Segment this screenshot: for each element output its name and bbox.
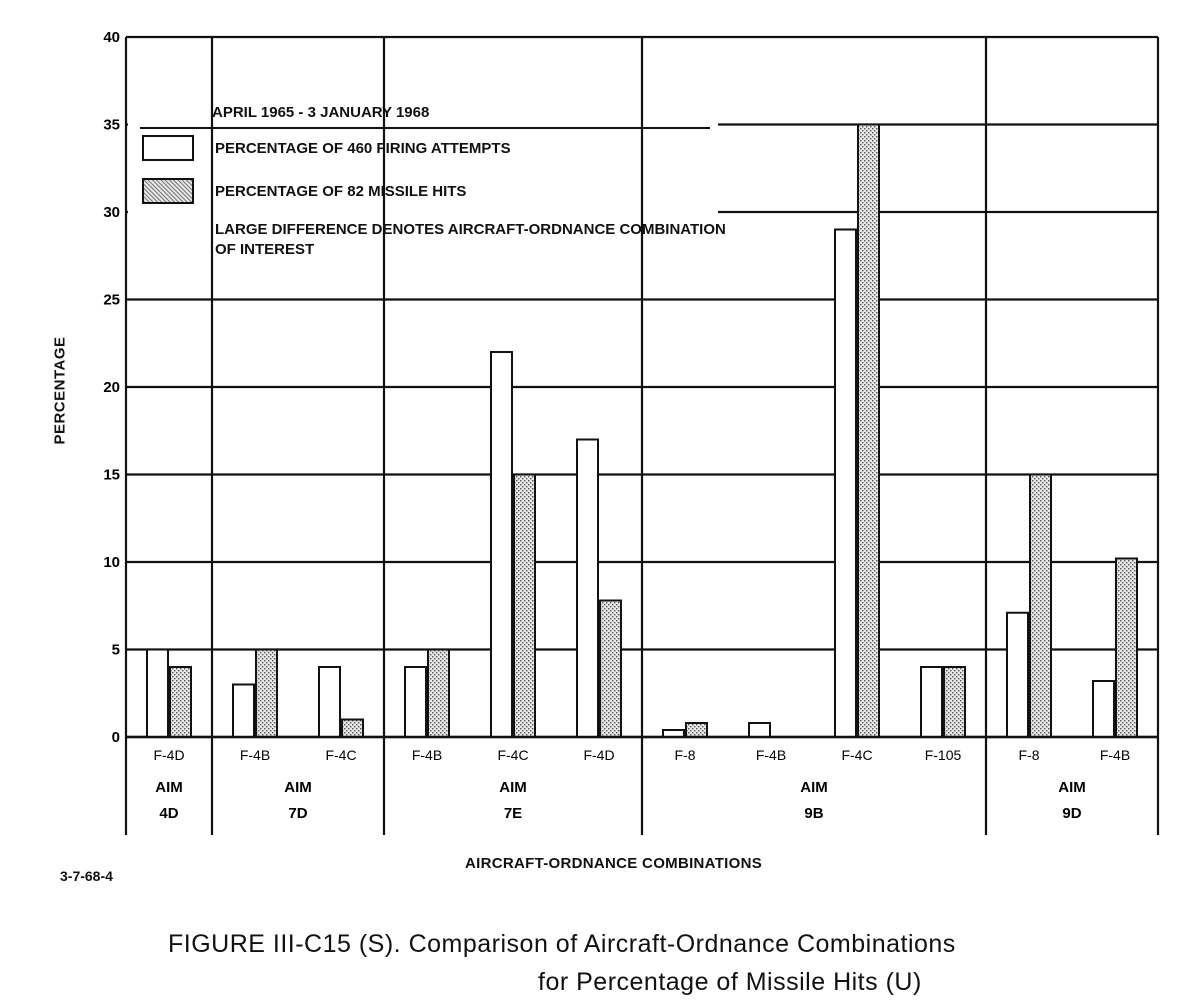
- group-label-top: AIM: [800, 779, 828, 796]
- bar-hits-F-4C: [514, 475, 535, 738]
- bar-attempts-F-8: [1007, 613, 1028, 737]
- bar-attempts-F-4B: [405, 667, 426, 737]
- bar-attempts-F-4B: [749, 723, 770, 737]
- group-label-bottom: 9B: [804, 805, 824, 822]
- bar-attempts-F-4C: [491, 352, 512, 737]
- caption-line-1: FIGURE III-C15 (S). Comparison of Aircraft-Ordnance Combinations: [168, 930, 956, 958]
- legend-swatch-attempts: [142, 135, 194, 161]
- x-tick-F-105: F-105: [924, 747, 962, 763]
- group-label-bottom: 7D: [288, 805, 308, 822]
- y-tick-25: 25: [103, 291, 120, 309]
- bar-attempts-F-4D: [577, 440, 598, 738]
- x-tick-F-8: F-8: [1018, 747, 1040, 763]
- x-tick-F-8: F-8: [674, 747, 696, 763]
- legend-label-attempts: PERCENTAGE OF 460 FIRING ATTEMPTS: [215, 140, 511, 157]
- bar-attempts-F-4C: [319, 667, 340, 737]
- bar-attempts-F-105: [921, 667, 942, 737]
- bar-hits-F-4C: [342, 720, 363, 738]
- x-axis-label: AIRCRAFT-ORDNANCE COMBINATIONS: [465, 855, 763, 872]
- bar-hits-F-4B: [428, 650, 449, 738]
- bar-attempts-F-4B: [233, 685, 254, 738]
- y-tick-0: 0: [111, 729, 120, 746]
- bar-attempts-F-4D: [147, 650, 168, 738]
- legend-swatch-hits: [142, 178, 194, 204]
- x-tick-F-4D: F-4D: [583, 747, 615, 763]
- x-tick-F-4B: F-4B: [755, 747, 787, 763]
- bar-hits-F-4C: [858, 125, 879, 738]
- bar-hits-F-4D: [600, 601, 621, 738]
- legend-period: APRIL 1965 - 3 JANUARY 1968: [212, 104, 430, 121]
- group-labels: [155, 779, 1086, 822]
- group-label-top: AIM: [155, 779, 183, 796]
- bar-hits-F-8: [686, 723, 707, 737]
- group-label-top: AIM: [1058, 779, 1086, 796]
- y-tick-10: 10: [103, 554, 120, 571]
- group-label-bottom: 4D: [159, 805, 179, 822]
- y-tick-30: 30: [103, 204, 120, 221]
- x-tick-F-4C: F-4C: [841, 747, 873, 763]
- bar-hits-F-105: [944, 667, 965, 737]
- y-axis-label: PERCENTAGE: [51, 336, 69, 445]
- x-tick-F-4C: F-4C: [325, 747, 357, 763]
- bar-hits-F-4D: [170, 667, 191, 737]
- group-label-bottom: 9D: [1062, 805, 1082, 822]
- y-tick-35: 35: [103, 116, 120, 134]
- bar-attempts-F-4B: [1093, 681, 1114, 737]
- y-tick-20: 20: [103, 379, 120, 396]
- y-tick-40: 40: [103, 29, 120, 46]
- legend-note: LARGE DIFFERENCE DENOTES AIRCRAFT-ORDNANCE COMBINATION OF INTEREST: [215, 221, 726, 258]
- bar-hits-F-4B: [256, 650, 277, 738]
- group-label-top: AIM: [499, 779, 527, 796]
- caption-line-2: for Percentage of Missile Hits (U): [538, 968, 922, 996]
- y-tick-15: 15: [103, 466, 120, 484]
- x-tick-F-4B: F-4B: [411, 747, 443, 763]
- legend-label-hits: PERCENTAGE OF 82 MISSILE HITS: [215, 183, 467, 200]
- x-tick-F-4B: F-4B: [1099, 747, 1131, 763]
- bar-hits-F-4B: [1116, 559, 1137, 738]
- x-tick-F-4C: F-4C: [497, 747, 529, 763]
- bar-hits-F-8: [1030, 475, 1051, 738]
- group-label-bottom: 7E: [503, 805, 523, 822]
- document-id: 3-7-68-4: [60, 868, 113, 884]
- x-tick-F-4D: F-4D: [153, 747, 185, 763]
- x-tick-F-4B: F-4B: [239, 747, 271, 763]
- group-label-top: AIM: [284, 779, 312, 796]
- y-tick-labels: [103, 29, 120, 746]
- bar-attempts-F-4C: [835, 230, 856, 738]
- figure-caption: [168, 925, 956, 1001]
- y-tick-5: 5: [111, 641, 120, 659]
